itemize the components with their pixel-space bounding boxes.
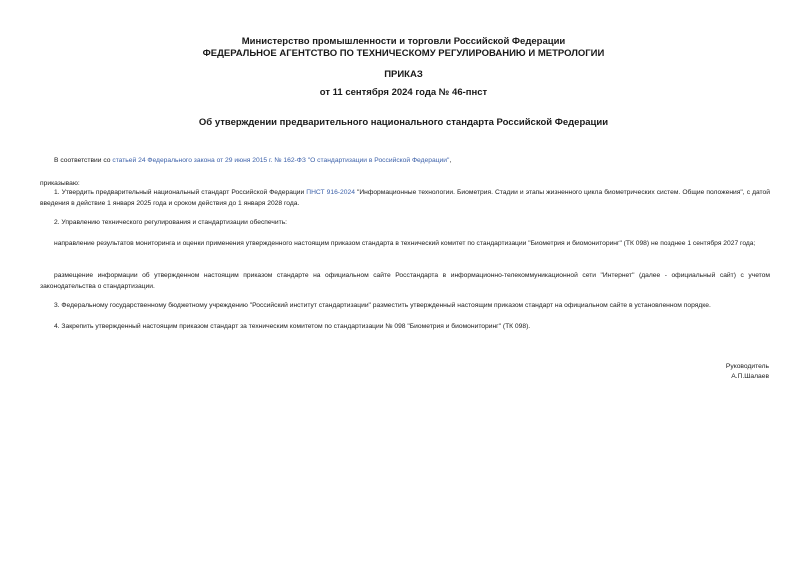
signatory-title: Руководитель xyxy=(725,363,769,370)
item1-suffix: "Информационные технологии. Биометрия. Стадии и этапы жизненного цикла биометрических систем. Общие положения", с датой введения в действие 1 января 2025 года и сроком действия до 1 января 2028 года. xyxy=(40,189,770,207)
standard-link[interactable]: ПНСТ 916-2024 xyxy=(306,189,355,196)
order-item-2b: размещение информации об утвержденном настоящим приказом стандарте на официальном сайте Росстандарта в информационно-телекоммуникационной сети "Интернет" (далее - официальный сайт) с учетом законодательства о стандартизации. xyxy=(40,272,770,290)
law-article-link[interactable]: статьей 24 Федерального закона от 29 июня 2015 г. № 162-ФЗ "О стандартизации в Российской Федерации" xyxy=(112,157,450,164)
document-date: от 11 сентября 2024 года № 46-пнст xyxy=(319,87,488,98)
document-subject: Об утверждении предварительного национального стандарта Российской Федерации xyxy=(198,117,609,128)
item1-prefix: 1. Утвердить предварительный национальный стандарт Российской Федерации xyxy=(54,189,307,196)
order-word: приказываю: xyxy=(40,180,80,187)
order-item-3: 3. Федеральному государственному бюджетному учреждению "Российский институт стандартизации" разместить утвержденный настоящим приказом стандарт на официальном сайте в установленном порядке. xyxy=(54,302,711,309)
agency-name: ФЕДЕРАЛЬНОЕ АГЕНТСТВО ПО ТЕХНИЧЕСКОМУ РЕГУЛИРОВАНИЮ И МЕТРОЛОГИИ xyxy=(202,48,605,59)
preamble-suffix: , xyxy=(449,157,452,164)
order-item-4: 4. Закрепить утвержденный настоящим приказом стандарт за техническим комитетом по стандартизации № 098 "Биометрия и биомониторинг" (ТК 098). xyxy=(54,323,531,330)
signature-block xyxy=(569,362,769,382)
preamble-prefix: В соответствии со xyxy=(54,157,113,164)
ministry-name: Министерство промышленности и торговли Российской Федерации xyxy=(241,36,566,47)
issuer-block xyxy=(0,36,807,60)
signatory-name: А.П.Шалаев xyxy=(731,373,769,380)
document-type: ПРИКАЗ xyxy=(384,69,423,80)
preamble xyxy=(40,155,770,166)
order-item-2: 2. Управлению технического регулирования и стандартизации обеспечить: xyxy=(54,219,288,226)
order-item-2a: направление результатов мониторинга и оценки применения утвержденного настоящим приказом стандарта в технический комитет по стандартизации "Биометрия и биомониторинг" (ТК 098) не позднее 1 сентября 2027 года; xyxy=(54,240,756,247)
order-item-1 xyxy=(40,187,770,209)
